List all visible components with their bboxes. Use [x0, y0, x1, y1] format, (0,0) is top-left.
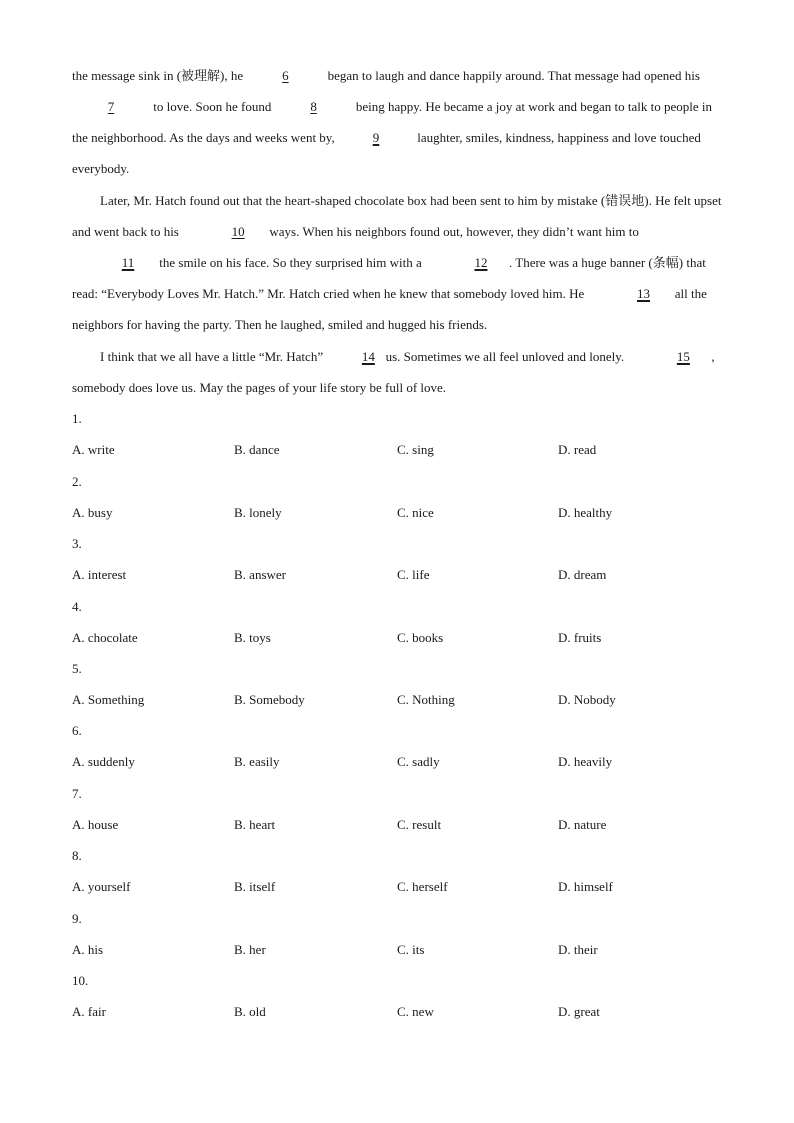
- passage-paragraph-2: [72, 185, 722, 340]
- option-b[interactable]: B. Somebody: [234, 692, 305, 707]
- option-b[interactable]: B. heart: [234, 817, 276, 832]
- option-b[interactable]: B. her: [234, 942, 266, 957]
- p2-text-1: Later, Mr. Hatch found out that the heart-shaped chocolate box had been sent to him by mistake (错误地). He felt upset and went back to his: [72, 193, 722, 239]
- option-b[interactable]: B. toys: [234, 630, 271, 645]
- option-d[interactable]: D. nature: [558, 817, 607, 832]
- option-c[interactable]: C. life: [397, 567, 430, 582]
- option-b[interactable]: B. answer: [234, 567, 286, 582]
- option-c[interactable]: C. books: [397, 630, 444, 645]
- p2-text-2: ways. When his neighbors found out, however, they didn’t want him to: [266, 224, 639, 239]
- blank-13: 13: [637, 286, 651, 301]
- passage-paragraph-3: [72, 341, 722, 403]
- p1-text-4: being happy. He became a joy at work and began to talk to people in the neighborhood. As the days and weeks went by,: [72, 99, 713, 145]
- option-c[interactable]: C. its: [397, 942, 425, 957]
- option-c[interactable]: C. herself: [397, 879, 448, 894]
- option-b[interactable]: B. old: [234, 1004, 266, 1019]
- option-c[interactable]: C. result: [397, 817, 442, 832]
- p1-text-2: began to laugh and dance happily around. That message had opened his: [324, 68, 700, 83]
- option-d[interactable]: D. great: [558, 1004, 600, 1019]
- blank-11: 11: [121, 255, 135, 270]
- question-number: 6.: [72, 723, 82, 738]
- question-number: 10.: [72, 973, 89, 988]
- blank-9: 9: [372, 130, 380, 145]
- option-c[interactable]: C. Nothing: [397, 692, 455, 707]
- blank-7: 7: [107, 99, 115, 114]
- option-a[interactable]: A. yourself: [72, 879, 131, 894]
- question-number: 9.: [72, 911, 82, 926]
- option-d[interactable]: D. dream: [558, 567, 607, 582]
- option-a[interactable]: A. house: [72, 817, 119, 832]
- p2-text-3: the smile on his face. So they surprised him with a: [156, 255, 425, 270]
- option-b[interactable]: B. itself: [234, 879, 276, 894]
- passage-paragraph-1: [72, 60, 722, 184]
- p2-text-4: . There was a huge banner (条幅) that read: “Everybody Loves Mr. Hatch.” Mr. Hatch cried when he knew that somebody loved him. He: [72, 255, 706, 301]
- p1-text-5: laughter, smiles, kindness, happiness and love touched everybody.: [72, 130, 701, 176]
- option-b[interactable]: B. dance: [234, 442, 280, 457]
- option-b[interactable]: B. easily: [234, 754, 280, 769]
- p3-text-3: , somebody does love us. May the pages of your life story be full of love.: [72, 349, 715, 395]
- question-number: 5.: [72, 661, 82, 676]
- question-number: 4.: [72, 599, 82, 614]
- option-a[interactable]: A. chocolate: [72, 630, 138, 645]
- option-c[interactable]: C. new: [397, 1004, 434, 1019]
- option-a[interactable]: A. write: [72, 442, 115, 457]
- p3-text-1: I think that we all have a little “Mr. Hatch”: [100, 349, 327, 364]
- option-d[interactable]: D. their: [558, 942, 598, 957]
- option-d[interactable]: D. read: [558, 442, 597, 457]
- blank-14: 14: [361, 349, 375, 364]
- question-number: 7.: [72, 786, 82, 801]
- option-d[interactable]: D. fruits: [558, 630, 602, 645]
- option-a[interactable]: A. his: [72, 942, 104, 957]
- option-c[interactable]: C. sing: [397, 442, 434, 457]
- p2-text-5: all the neighbors for having the party. Then he laughed, smiled and hugged his friends.: [72, 286, 707, 332]
- option-d[interactable]: D. healthy: [558, 505, 613, 520]
- option-a[interactable]: A. interest: [72, 567, 127, 582]
- p3-text-2: us. Sometimes we all feel unloved and lonely.: [382, 349, 628, 364]
- option-d[interactable]: D. Nobody: [558, 692, 616, 707]
- p1-text-3: to love. Soon he found: [150, 99, 275, 114]
- question-number: 8.: [72, 848, 82, 863]
- question-number: 1.: [72, 411, 82, 426]
- option-d[interactable]: D. heavily: [558, 754, 613, 769]
- option-a[interactable]: A. suddenly: [72, 754, 135, 769]
- option-a[interactable]: A. fair: [72, 1004, 106, 1019]
- option-c[interactable]: C. sadly: [397, 754, 440, 769]
- blank-8: 8: [310, 99, 317, 114]
- question-number: 2.: [72, 474, 82, 489]
- option-c[interactable]: C. nice: [397, 505, 434, 520]
- p1-text-1: the message sink in (被理解), he: [72, 68, 247, 83]
- blank-15: 15: [676, 349, 690, 364]
- blank-6: 6: [282, 68, 289, 83]
- option-b[interactable]: B. lonely: [234, 505, 282, 520]
- blank-10: 10: [231, 224, 245, 239]
- blank-12: 12: [474, 255, 488, 270]
- option-a[interactable]: A. Something: [72, 692, 145, 707]
- option-d[interactable]: D. himself: [558, 879, 613, 894]
- question-number: 3.: [72, 536, 82, 551]
- option-a[interactable]: A. busy: [72, 505, 113, 520]
